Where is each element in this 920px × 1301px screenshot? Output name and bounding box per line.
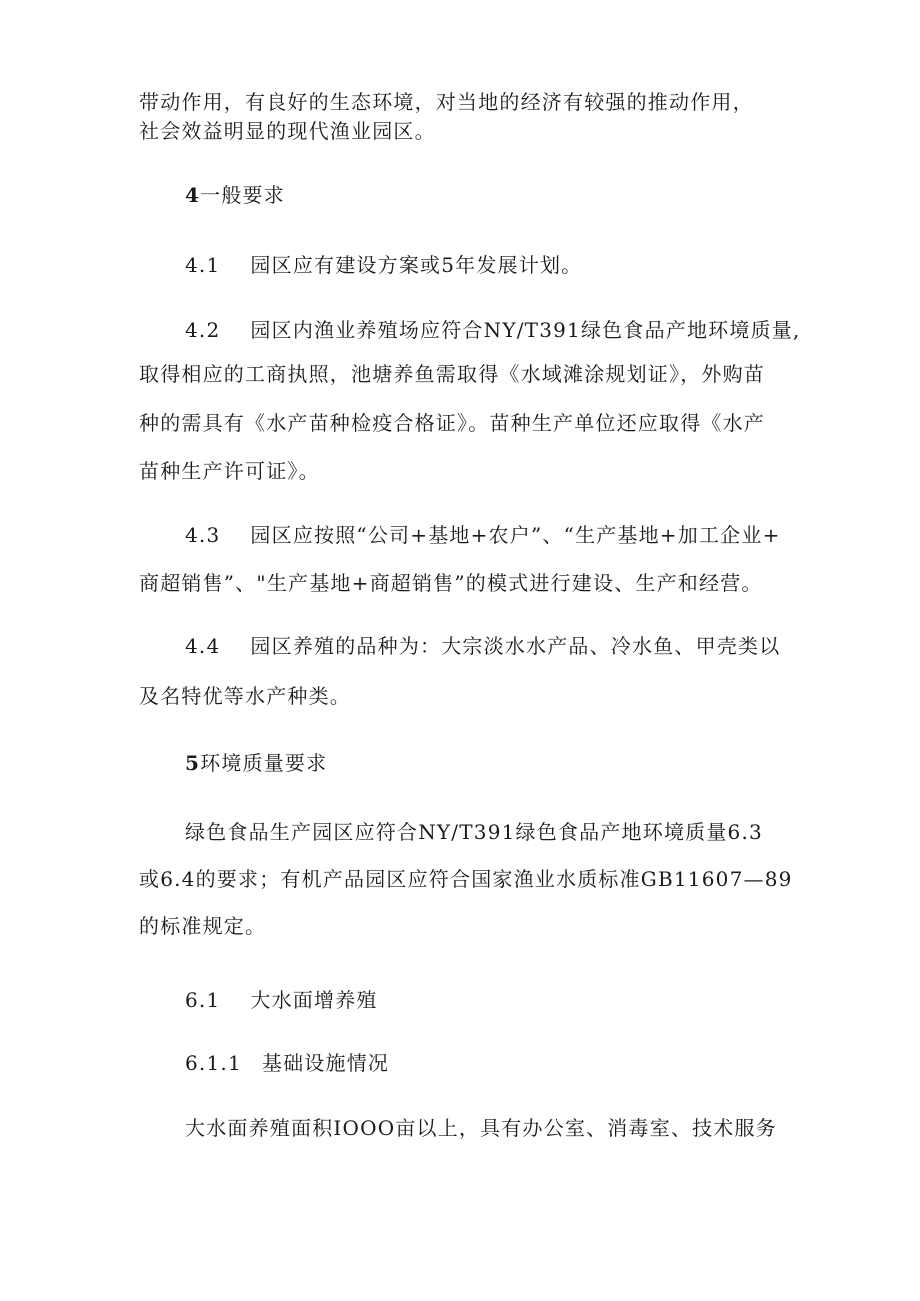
paragraph-line: 苗种生产许可证》。: [139, 459, 320, 483]
clause-4-1: [185, 253, 582, 277]
paragraph-line: 的标准规定。: [139, 914, 267, 938]
clause-number: 6.1: [185, 988, 221, 1012]
clause-number: 4.3: [185, 523, 221, 547]
clause-4-4: [185, 634, 780, 658]
paragraph-line: 绿色食品生产园区应符合NY/T391绿色食品产地环境质量6.3: [185, 820, 763, 844]
paragraph-line: 社会效益明显的现代渔业园区。: [139, 119, 436, 143]
clause-number: 4.4: [185, 634, 221, 658]
clause-6-1: [185, 988, 378, 1012]
clause-number: 4.2: [185, 318, 221, 342]
paragraph-line: 商超销售”、"生产基地+商超销售”的模式进行建设、生产和经营。: [139, 571, 763, 595]
section-heading-5: [185, 751, 327, 775]
clause-text: 园区应有建设方案或5年发展计划。: [250, 253, 583, 277]
clause-4-3: [185, 523, 781, 547]
clause-number: 6.1.1: [185, 1051, 242, 1075]
clause-text: 园区养殖的品种为：大宗淡水水产品、冷水鱼、甲壳类以: [250, 634, 781, 658]
paragraph-line: 大水面养殖面积IOOO亩以上，具有办公室、消毒室、技术服务: [185, 1116, 777, 1140]
section-number: 5: [185, 751, 201, 775]
section-number: 4: [185, 183, 201, 207]
clause-6-1-1: [185, 1051, 389, 1075]
section-title: 一般要求: [200, 183, 285, 207]
paragraph-line: 带动作用，有良好的生态环境，对当地的经济有较强的推动作用，: [139, 90, 754, 114]
paragraph-line: 种的需具有《水产苗种检疫合格证》。苗种生产单位还应取得《水产: [139, 411, 765, 435]
clause-title: 大水面增养殖: [250, 988, 378, 1012]
paragraph-line: 或6.4的要求；有机产品园区应符合国家渔业水质标准GB11607—89: [139, 867, 793, 891]
clause-4-2: [185, 318, 801, 342]
clause-title: 基础设施情况: [261, 1051, 390, 1075]
clause-text: 园区应按照“公司+基地+农户”、“生产基地+加工企业+: [250, 523, 781, 547]
section-heading-4: [185, 183, 285, 207]
clause-number: 4.1: [185, 253, 221, 277]
paragraph-line: 及名特优等水产种类。: [139, 684, 351, 708]
section-title: 环境质量要求: [200, 751, 328, 775]
clause-text: 园区内渔业养殖场应符合NY/T391绿色食品产地环境质量,: [250, 318, 801, 342]
paragraph-line: 取得相应的工商执照，池塘养鱼需取得《水域滩涂规划证》，外购苗: [139, 362, 765, 386]
